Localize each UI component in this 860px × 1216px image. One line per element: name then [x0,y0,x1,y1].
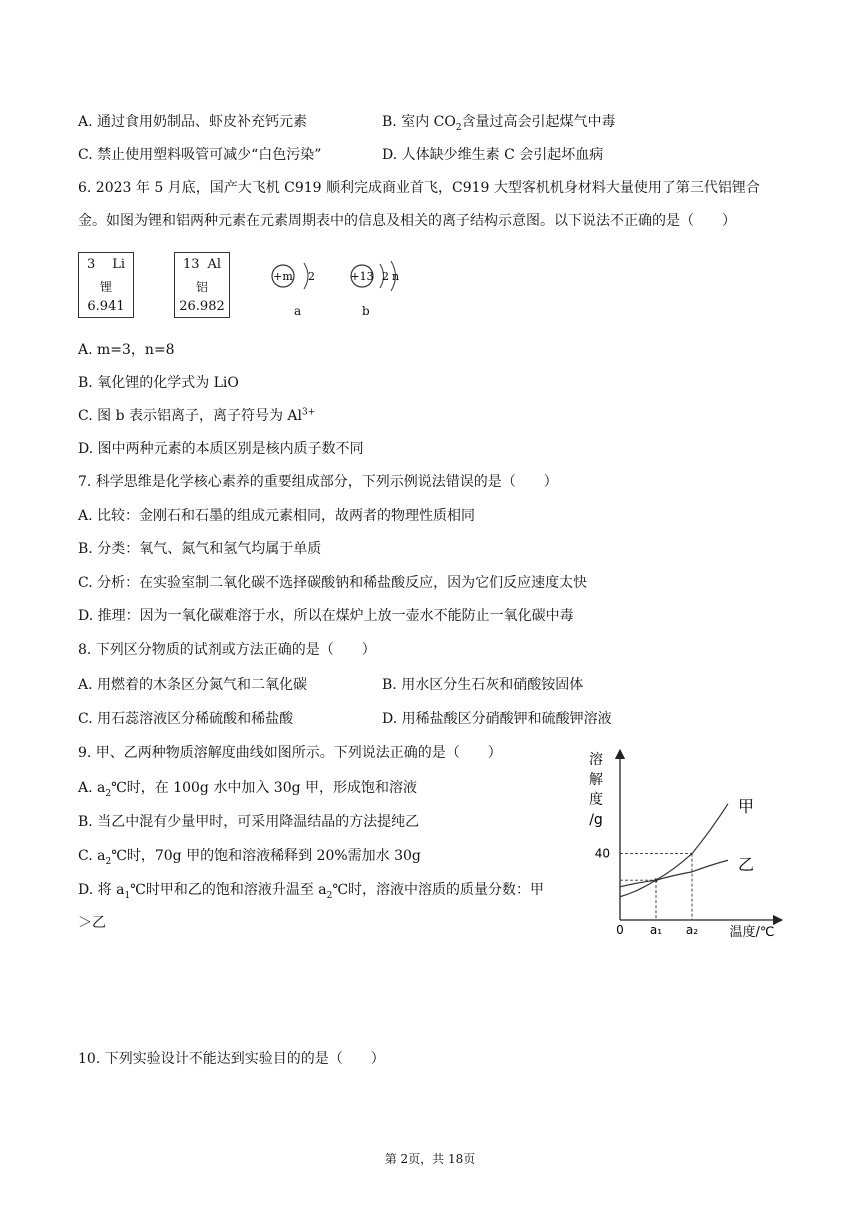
shell-electrons-inner: 2 [382,270,389,283]
diagram-a-label: a [294,304,302,318]
series-curves [620,797,754,897]
q6-option-c: C. 图 b 表示铝离子，离子符号为 $Al^{3+}$ [78,407,316,424]
atomic-number: 13 [183,257,200,272]
element-name: 铝 [195,280,208,294]
series-label: 乙 [737,855,755,875]
q8-option-a: A. 用燃着的木条区分氮气和二氧化碳 [78,677,308,693]
q9-option-d: D. 将 $a_1℃$时甲和乙的饱和溶液升温至 $a_2℃$时，溶液中溶质的质量分数：甲 [78,882,545,901]
tick-labels [595,847,699,937]
atomic-mass: 6.941 [87,299,125,314]
q7-stem: 7. 科学思维是化学核心素养的重要组成部分，下列示例说法错误的是（ ） [78,474,558,490]
lithium-element-card [78,252,134,318]
nucleus-charge: +13 [350,270,374,283]
q7-option-a: A. 比较：金刚石和石墨的组成元素相同，故两者的物理性质相同 [78,508,476,524]
q5-option-c: C. 禁止使用塑料吸管可减少“白色污染” [78,147,322,163]
element-symbol: Li [112,257,125,272]
q9-option-b: B. 当乙中混有少量甲时，可采用降温结晶的方法提纯乙 [78,814,420,830]
page-footer: 第 2页，共 18页 [384,1152,476,1166]
diagram-b-label: b [362,304,370,318]
shell-electrons-outer: n [392,270,400,283]
x-tick-label: a₂ [685,923,699,937]
x-tick-label: a₁ [649,923,663,937]
ion-structure-diagram-b [348,258,418,302]
q5-option-b: B. 室内 $CO_2$含量过高会引起煤气中毒 [382,114,616,133]
y-axis-label [589,751,603,828]
q9-option-c: C. $a_2℃$时，70g 甲的饱和溶液稀释到 20%需加水 30g [78,848,421,867]
y-tick-label: 40 [594,846,610,861]
series-label: 甲 [737,796,755,816]
q6-option-a: A. m=3，n=8 [78,342,175,358]
solubility-curve-chart [580,740,790,940]
aluminum-element-card [174,252,230,318]
origin-label: 0 [616,923,624,937]
y-axis-label-char: 溶 [589,752,603,768]
y-axis-label-char: 度 [589,792,603,808]
q7-option-b: B. 分类：氧气、氮气和氢气均属于单质 [78,541,322,557]
atomic-mass: 26.982 [179,299,225,314]
intersection-point [654,878,658,882]
q7-option-d: D. 推理：因为一氧化碳难溶于水，所以在煤炉上放一壶水不能防止一氧化碳中毒 [78,608,574,624]
atomic-number: 3 [87,257,96,272]
x-axis-label: 温度/℃ [729,925,775,940]
q9-option-a: A. $a_2℃$时，在 100g 水中加入 30g 甲，形成饱和溶液 [78,780,418,799]
q8-stem: 8. 下列区分物质的试剂或方法正确的是（ ） [78,642,376,658]
q8-option-b: B. 用水区分生石灰和硝酸铵固体 [382,677,584,693]
y-axis-label-char: 解 [589,772,603,788]
element-name: 锂 [99,280,112,294]
q6-stem-line2: 金。如图为锂和铝两种元素在元素周期表中的信息及相关的离子结构示意图。以下说法不正确的是（ ） [78,213,736,229]
q10-stem: 10. 下列实验设计不能达到实验目的的是（ ） [78,1051,385,1067]
q6-stem-line1: 6. 2023 年 5 月底，国产大飞机 C919 顺利完成商业首飞，C919 大型客机机身材料大量使用了第三代铝锂合 [78,180,760,196]
q6-option-d: D. 图中两种元素的本质区别是核内质子数不同 [78,441,364,457]
element-symbol: Al [207,257,221,272]
q5-option-d: D. 人体缺少维生素 C 会引起坏血病 [382,147,604,163]
nucleus-charge: +m [273,270,293,283]
series-line-yi [620,860,728,887]
y-axis-label-char: /g [589,812,603,828]
shell-electrons: 2 [308,270,315,283]
q9-stem: 9. 甲、乙两种物质溶解度曲线如图所示。下列说法正确的是（ ） [78,745,502,761]
q5-option-a: A. 通过食用奶制品、虾皮补充钙元素 [78,114,308,130]
ion-structure-diagram-a [268,258,328,302]
q8-option-d: D. 用稀盐酸区分硝酸钾和硫酸钾溶液 [382,711,612,727]
q6-option-b: B. 氧化锂的化学式为 LiO [78,375,239,391]
q7-option-c: C. 分析：在实验室制二氧化碳不选择碳酸钠和稀盐酸反应，因为它们反应速度太快 [78,575,588,591]
q9-option-d-cont: ＞乙 [78,915,106,931]
q8-option-c: C. 用石蕊溶液区分稀硫酸和稀盐酸 [78,711,294,727]
